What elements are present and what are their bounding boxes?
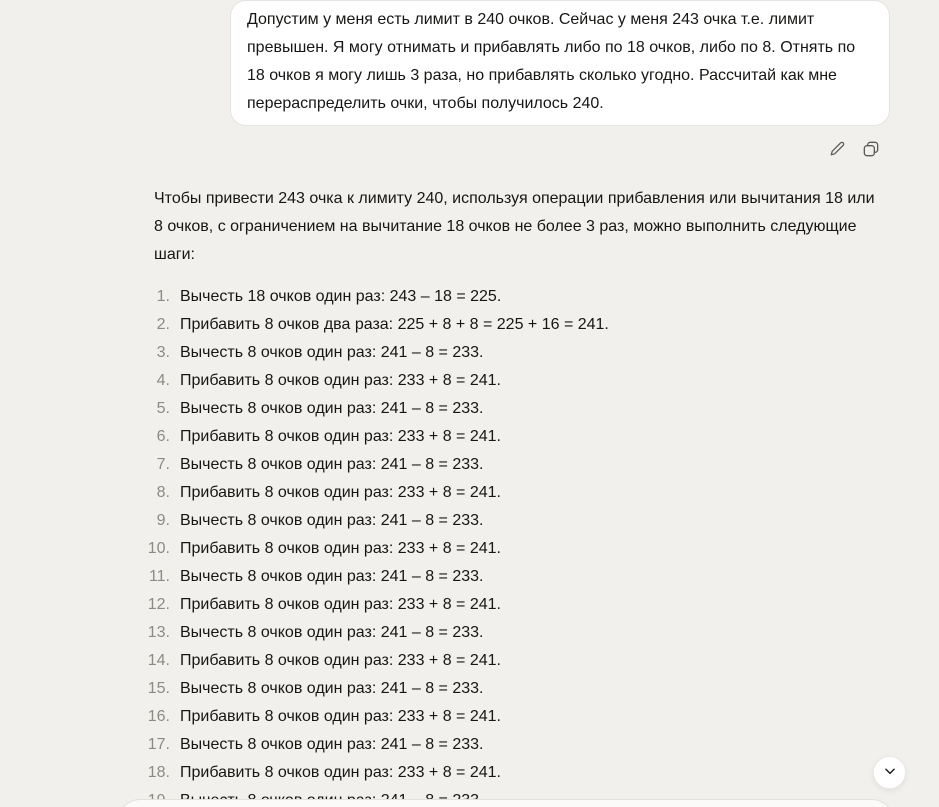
list-item	[147, 647, 876, 675]
list-item	[147, 703, 876, 731]
list-item-number: 5.	[156, 400, 170, 417]
composer-input-box[interactable]	[118, 799, 894, 807]
list-item-text: Вычесть 8 очков один раз: 241 – 8 = 233.	[180, 680, 484, 697]
list-item	[147, 759, 876, 787]
list-item-number: 15.	[147, 680, 170, 697]
list-item-number: 6.	[156, 428, 170, 445]
list-item-text: Прибавить 8 очков один раз: 233 + 8 = 241.	[180, 372, 501, 389]
list-item	[147, 731, 876, 759]
list-item-number: 9.	[156, 512, 170, 529]
list-item	[154, 395, 876, 423]
list-item-text: Прибавить 8 очков один раз: 233 + 8 = 241.	[180, 596, 501, 613]
list-item-number: 2.	[156, 316, 170, 333]
list-item-text: Вычесть 8 очков один раз: 241 – 8 = 233.	[180, 400, 484, 417]
user-message-actions	[826, 137, 882, 160]
list-item-number: 12.	[147, 596, 170, 613]
list-item-text: Прибавить 8 очков один раз: 233 + 8 = 241.	[180, 484, 501, 501]
list-item-number: 7.	[156, 456, 170, 473]
list-item-number: 1.	[156, 288, 170, 305]
list-item	[154, 479, 876, 507]
list-item	[154, 423, 876, 451]
copy-message-button[interactable]	[859, 137, 882, 160]
list-item-text: Прибавить 8 очков один раз: 233 + 8 = 241.	[180, 428, 501, 445]
list-item	[154, 339, 876, 367]
list-item	[147, 619, 876, 647]
list-item	[147, 591, 876, 619]
list-item	[154, 451, 876, 479]
user-message-bubble	[230, 0, 890, 126]
list-item	[154, 367, 876, 395]
list-item-text: Прибавить 8 очков один раз: 233 + 8 = 241.	[180, 708, 501, 725]
list-item-number: 10.	[147, 540, 170, 557]
list-item-text: Вычесть 8 очков один раз: 241 – 8 = 233.	[180, 456, 484, 473]
list-item-number: 18.	[147, 764, 170, 781]
edit-message-button[interactable]	[826, 137, 849, 160]
scroll-to-bottom-button[interactable]	[873, 756, 906, 789]
list-item-text: Прибавить 8 очков два раза: 225 + 8 + 8 = 225 + 16 = 241.	[180, 316, 609, 333]
list-item-number: 16.	[147, 708, 170, 725]
copy-icon	[863, 141, 879, 157]
list-item-number: 17.	[147, 736, 170, 753]
list-item-text: Вычесть 8 очков один раз: 241 – 8 = 233.	[180, 736, 484, 753]
user-message-text: Допустим у меня есть лимит в 240 очков. Сейчас у меня 243 очка т.е. лимит превышен. Я могу отнимать и прибавлять либо по 18 очков, либо по 8. Отнять по 18 очков я могу лишь 3 раза, но прибавлять сколько угодно. Рассчитай как мне перераспределить очки, чтобы получилось 240.	[247, 11, 856, 112]
chevron-down-icon	[883, 764, 897, 781]
list-item-text: Прибавить 8 очков один раз: 233 + 8 = 241.	[180, 764, 501, 781]
list-item-text: Вычесть 8 очков один раз: 241 – 8 = 233.	[180, 344, 484, 361]
list-item	[148, 563, 876, 591]
list-item-number: 8.	[156, 484, 170, 501]
list-item	[147, 675, 876, 703]
list-item-text: Вычесть 18 очков один раз: 243 – 18 = 225.	[180, 288, 502, 305]
list-item	[154, 507, 876, 535]
pencil-icon	[830, 141, 845, 156]
list-item-text: Прибавить 8 очков один раз: 233 + 8 = 241.	[180, 652, 501, 669]
list-item-text: Вычесть 8 очков один раз: 241 – 8 = 233.	[180, 624, 484, 641]
list-item	[154, 311, 876, 339]
list-item	[154, 283, 876, 311]
steps-list	[147, 283, 876, 807]
list-item-text: Прибавить 8 очков один раз: 233 + 8 = 241.	[180, 540, 501, 557]
list-item-text: Вычесть 8 очков один раз: 241 – 8 = 233.	[180, 568, 484, 585]
list-item-text: Вычесть 8 очков один раз: 241 – 8 = 233.	[180, 512, 484, 529]
assistant-intro-text: Чтобы привести 243 очка к лимиту 240, используя операции прибавления или вычитания 18 или 8 очков, с ограничением на вычитание 18 очков не более 3 раз, можно выполнить следующие шаги:	[154, 190, 875, 263]
list-item-number: 3.	[156, 344, 170, 361]
list-item-number: 14.	[147, 652, 170, 669]
list-item	[147, 535, 876, 563]
list-item-number: 4.	[156, 372, 170, 389]
assistant-message	[147, 185, 876, 807]
list-item-number: 13.	[147, 624, 170, 641]
list-item-number: 11.	[148, 568, 170, 585]
